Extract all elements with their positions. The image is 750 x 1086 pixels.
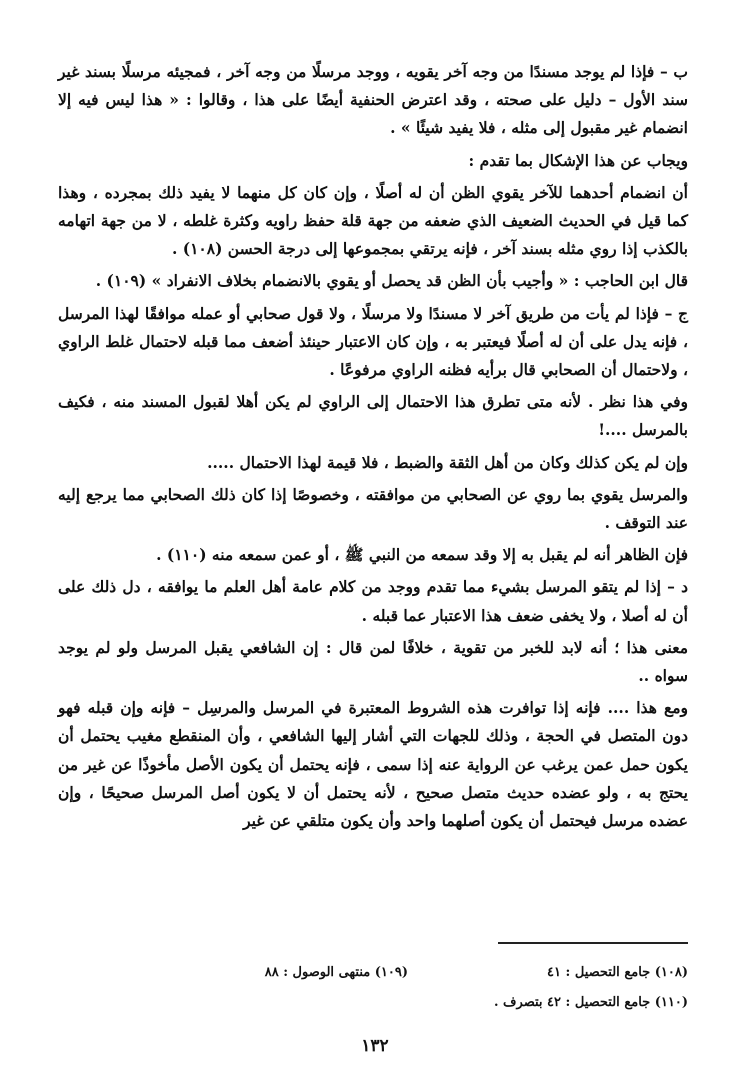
paragraph-prophet: فإن الظاهر أنه لم يقبل به إلا وقد سمعه من النبي ﷺ ، أو عمن سمعه منه (١١٠) . bbox=[156, 545, 688, 565]
paragraph-answer-intro: ويجاب عن هذا الإشكال بما تقدم : bbox=[468, 150, 688, 170]
footnote-row bbox=[58, 958, 688, 988]
paragraph-ibn-hajib: قال ابن الحاجب : « وأجيب بأن الظن قد يحصل أو يقوي بالانضمام بخلاف الانفراد » (١٠٩) . bbox=[95, 271, 688, 291]
paragraph-reliability: وإن لم يكن كذلك وكان من أهل الثقة والضبط ، فلا قيمة لهذا الاحتمال ..... bbox=[207, 452, 688, 472]
paragraph-conclusion: ومع هذا .... فإنه إذا توافرت هذه الشروط المعتبرة في المرسل والمرسِل – فإنه وإن قبله فهو دون المتصل في الحجة ، وذلك للجهات التي أشار إليها الشافعي ، وأن المنقطع مغيب يحتمل أن يكون حمل عمن يرغب عن الرواية عنه إذا سمى ، فإنه يحتمل أن يكون الأصل مأخوذًا عن غير من يحتج به ، ولو عضده حديث متصل صحيح ، لأنه يحتمل أن لا يكون أصل المرسل صحيحًا ، وإن عضده مرسل فيحتمل أن يكون أصلهما واحد وأن يكون متلقي عن غير bbox=[58, 698, 688, 831]
paragraph-d: د – إذا لم يتقو المرسل بشيء مما تقدم ووجد من كلام عامة أهل العلم ما يوافقه ، دل ذلك على أن له أصلا ، ولا يخفى ضعف هذا الاعتبار عما قبله . bbox=[58, 577, 688, 625]
footnote-109: (١٠٩) منتهى الوصول : ٨٨ bbox=[264, 965, 408, 980]
footnote-110: (١١٠) جامع التحصيل : ٤٢ بتصرف . bbox=[494, 995, 688, 1010]
footnote-row bbox=[58, 988, 688, 1018]
paragraph-companion: والمرسل يقوي بما روي عن الصحابي من موافقته ، وخصوصًا إذا كان ذلك الصحابي مما يرجع إليه عند التوقف . bbox=[58, 484, 688, 533]
paragraph-b: ب – فإذا لم يوجد مسندًا من وجه آخر يقويه ، ووجد مرسلًا من وجه آخر ، فمجيئه مرسلًا بسند غير سند الأول – دليل على صحته ، وقد اعترض الحنفية أيضًا على هذا ، وقالوا : « هذا ليس فيه إلا انضمام غير مقبول إلى مثله ، فلا يفيد شيئًا » . bbox=[58, 62, 688, 138]
paragraph-objection: وفي هذا نظر . لأنه متى تطرق هذا الاحتمال إلى الراوي لم يكن أهلا لقبول المسند منه ، فكيف بالمرسل ....! bbox=[58, 392, 688, 440]
page-number: ١٣٢ bbox=[361, 1036, 389, 1056]
body-text bbox=[58, 58, 688, 835]
paragraph-answer: أن انضمام أحدهما للآخر يقوي الظن أن له أصلًا ، وإن كان كل منهما لا يفيد ذلك بمجرده ، وهذا كما قيل في الحديث الضعيف الذي ضعفه من جهة قلة حفظ راويه وكثرة غلطه ، لا من جهة اتهامه بالكذب إذا روي مثله بسند آخر ، فإنه يرتقي بمجموعها إلى درجة الحسن (١٠٨) . bbox=[58, 182, 688, 259]
paragraph-meaning: معنى هذا ؛ أنه لابد للخبر من تقوية ، خلافًا لمن قال : إن الشافعي يقبل المرسل ولو لم يوجد سواه .. bbox=[58, 637, 688, 686]
footnote-divider bbox=[498, 942, 688, 944]
footnotes bbox=[58, 958, 688, 1018]
paragraph-c: ج – فإذا لم يأت من طريق آخر لا مسندًا ولا مرسلًا ، ولا قول صحابي أو عمله موافقًا لهذا المرسل ، فإنه يدل على أن له أصلًا فيعتبر به ، وإن كان الاعتبار حينئذ أضعف مما قبله لاحتمال غلط الراوي ، ولاحتمال أن الصحابي قال برأيه فظنه الراوي مرفوعًا . bbox=[58, 303, 688, 380]
footnote-108: (١٠٨) جامع التحصيل : ٤١ bbox=[547, 965, 688, 980]
